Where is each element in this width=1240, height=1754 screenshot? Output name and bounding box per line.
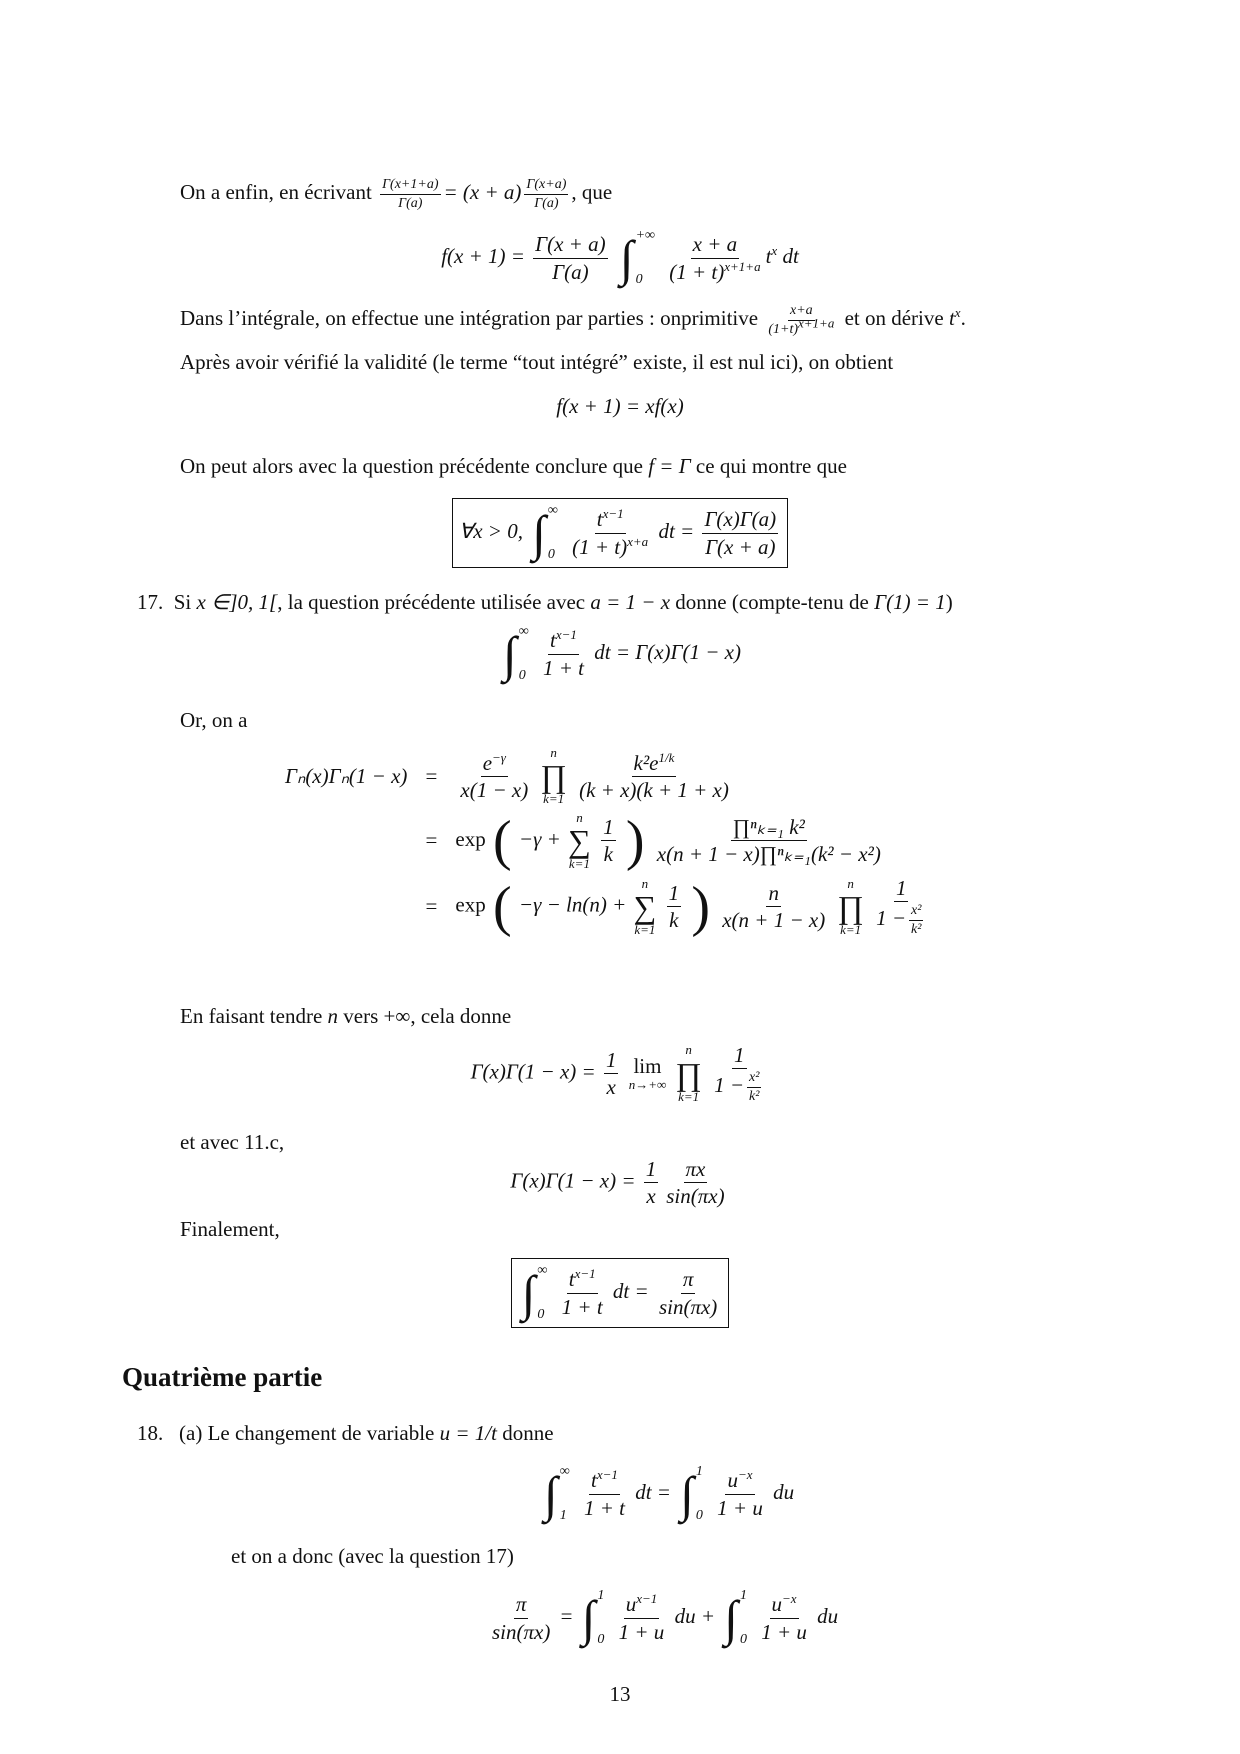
fraction [766,302,836,338]
exponent: x−1 [596,1467,618,1483]
product [837,877,863,938]
upper-limit: ∞ [518,624,529,639]
fraction [759,1591,809,1645]
denominator: x(n + 1 − x) [722,908,826,933]
lower-limit: 0 [537,1307,545,1322]
fraction [617,1591,667,1645]
subquestion-label: (a) [179,1421,203,1445]
base: k²e [633,750,659,775]
sum-sign: ∑ [633,888,657,925]
equation-substitution [540,1464,794,1524]
equation-17 [0,624,1240,684]
lower: k=1 [634,921,656,937]
numerator: 1 [644,1156,659,1183]
lower-limit: 1 [559,1508,567,1523]
math: u = 1/t [439,1421,497,1445]
term: 1 − [714,1073,744,1098]
upper-limit: 1 [597,1588,605,1603]
du: du [773,1479,795,1504]
lower: k=1 [840,921,862,937]
lower: k=1 [543,791,565,807]
denominator: x [606,1075,616,1100]
rhs: dt = Γ(x)Γ(1 − x) [594,639,741,664]
row2-rhs [455,811,931,872]
equation-split [487,1588,838,1648]
numerator: 1 [601,814,616,841]
paragraph-validity: Après avoir vérifié la validité (le terme “tout intégré” existe, il est nul ici), on obtient [180,350,894,374]
upper-limit: 1 [695,1464,703,1479]
text: Dans l’intégrale, on effectue une intégration par parties : onprimitive [180,305,759,330]
right-paren: ) [625,809,645,872]
integral-sign: ∫ [619,230,634,286]
numerator [548,627,579,654]
denominator: Γ(a) [398,195,423,211]
numerator [770,1591,799,1618]
denominator: k [669,908,679,933]
product-sign: ∏ [675,1055,702,1092]
integral [582,1588,605,1648]
numerator [567,1266,598,1293]
equation-functional: f(x + 1) = xf(x) [556,394,684,418]
upper-limit: ∞ [537,1263,548,1278]
term: 1 − [876,906,906,931]
boxed-result-2 [0,1258,1240,1328]
equals: = [425,894,438,919]
sum [568,811,591,872]
paragraph-11c: et avec 11.c, [180,1130,285,1154]
exponent: −x [782,1591,797,1607]
question-17 [137,590,953,615]
text: donne [502,1421,554,1445]
lower-limit: 0 [635,272,643,287]
fraction [644,1156,659,1210]
denominator: (k + x)(k + 1 + x) [579,777,729,802]
text: vers [343,1004,379,1028]
integral-sign: ∫ [680,1466,694,1522]
upper-limit: ∞ [547,503,558,518]
fraction [909,902,923,938]
text: ) [945,590,953,614]
denominator [667,259,762,285]
fraction [874,875,928,938]
fraction [667,231,762,285]
fraction [582,1467,627,1521]
base: u [771,1592,782,1617]
fraction [541,627,586,681]
numerator [725,1467,754,1494]
fraction [747,1069,761,1105]
integral-sign: ∫ [521,1265,536,1321]
lower: k=1 [568,855,590,871]
fraction [667,880,682,934]
lower-limit: 0 [547,547,555,562]
equals: = [425,828,438,853]
denominator: x(n + 1 − x)∏ⁿₖ₌₁(k² − x²) [656,842,881,867]
paragraph-intro [180,176,612,212]
text: , la question précédente utilisée avec [277,590,586,614]
denominator: 1 + u [761,1619,807,1644]
numerator: Γ(x)Γ(a) [702,506,778,533]
paragraph-finally: Finalement, [180,1217,280,1241]
lhs: f(x + 1) = [441,243,525,268]
integral-sign: ∫ [581,1590,596,1646]
lower-limit: 0 [739,1632,747,1647]
denominator: Γ(a) [534,195,559,211]
limit [629,1055,667,1092]
integral-sign: ∫ [544,1466,558,1522]
paragraph-limit [180,1004,511,1029]
text: . [960,305,966,330]
numerator: Γ(x + a) [533,231,607,258]
integral [544,1464,570,1524]
base: (1 + t) [572,534,628,559]
product-sign: ∏ [540,758,567,795]
numerator: x + a [691,231,740,258]
section-heading [122,1362,322,1393]
base: t [550,628,556,653]
fraction [380,176,440,212]
exponent: −x [737,1467,753,1483]
numerator: x+a [788,302,815,321]
lhs: Γₙ(x)Γₙ(1 − x) [285,763,408,788]
denominator [874,902,928,938]
question-number: 18. [137,1421,164,1445]
row1-rhs [455,746,931,807]
product [540,746,566,807]
denominator: Γ(x + a) [705,534,776,559]
exp: exp [455,892,486,917]
product [675,1043,701,1104]
base: t [568,1267,575,1292]
fraction [702,506,778,560]
term: −γ + [518,826,561,851]
lower-limit: 0 [597,1632,605,1647]
upper: n [550,745,557,760]
text: et on dérive [844,305,944,330]
integral [724,1588,747,1648]
fraction [604,1047,619,1101]
math: = (x + a) [443,179,522,204]
du: du [817,1603,839,1628]
upper: n [641,875,649,891]
denominator: 1 + t [542,655,584,680]
exponent: x+1+a [798,314,835,330]
fraction [655,814,883,868]
math: +∞ [383,1004,411,1028]
box [511,1258,730,1328]
t: t [765,243,772,268]
integral [503,624,529,684]
right-paren: ) [691,875,710,938]
denominator: x(1 − x) [460,777,529,802]
numerator [624,1591,660,1618]
dt-equals: dt = [635,1479,671,1504]
base: (1 + t) [669,259,725,284]
denominator: 1 + t [561,1294,603,1319]
lower-limit: 0 [695,1508,703,1523]
numerator: ∏ⁿₖ₌₁ k² [731,814,807,841]
text: Le changement de variable [207,1421,435,1445]
text: , cela donne [410,1004,512,1028]
text: Si [173,590,192,614]
denominator [712,1069,766,1105]
math: a = 1 − x [590,590,671,614]
upper-limit: 1 [739,1588,747,1603]
integral [620,228,655,288]
fraction [560,1266,605,1320]
fraction [715,1467,765,1521]
integral [532,503,558,563]
exponent: x+1+a [724,258,761,274]
fraction [720,880,827,934]
denominator: 1 + u [717,1495,763,1520]
text: , que [571,179,613,204]
fraction [524,176,568,212]
lim: lim [633,1053,662,1078]
denominator: Γ(a) [552,259,589,284]
exp: exp [455,826,486,851]
base: e [482,750,493,775]
fraction [712,1042,766,1105]
math: Γ(1) = 1 [874,590,946,614]
fraction [458,750,530,804]
dt: dt [782,243,799,268]
lower-limit: 0 [518,668,526,683]
boxed-result-1 [0,498,1240,568]
fraction [601,814,616,868]
dt: dt = [612,1278,649,1303]
numerator: 1 [732,1042,747,1069]
base: t [591,1468,597,1493]
numerator: Γ(x+a) [524,176,568,195]
denominator [766,314,836,339]
exponent: x−1 [555,627,577,643]
lhs: Γ(x)Γ(1 − x) = [470,1059,596,1084]
limit-subscript: n→+∞ [628,1077,667,1093]
fraction [657,1266,719,1320]
equation-f-x-plus-1 [0,228,1240,288]
integral-sign: ∫ [724,1590,738,1646]
equation-complements [0,1156,1240,1210]
left-paren: ( [493,875,512,938]
fraction [664,1156,726,1210]
text: On a enfin, en écrivant [180,179,372,204]
denominator [570,534,650,560]
numerator: n [766,880,781,907]
exponent: x+a [627,533,649,549]
math: f = Γ [648,454,691,478]
left-paren: ( [493,809,512,872]
numerator: x² [909,902,923,921]
text: En faisant tendre [180,1004,323,1028]
numerator: 1 [667,880,682,907]
denominator: k [603,842,613,867]
math: x ∈]0, 1[ [196,590,278,614]
du-plus: du + [674,1603,715,1628]
term: −γ − ln(n) + [518,892,627,917]
row3-rhs [455,875,931,938]
numerator: πx [684,1156,708,1183]
denominator: k² [749,1088,760,1104]
section-title: Quatrième partie [122,1362,323,1392]
integral-sign: ∫ [503,626,517,682]
numerator: 1 [894,875,909,902]
equation-array [285,746,931,938]
fraction [577,750,731,804]
base: u [727,1468,738,1493]
sum-sign: ∑ [568,822,591,859]
fraction [490,1591,552,1645]
numerator [595,506,626,533]
integral [680,1464,703,1524]
numerator: π [681,1266,696,1293]
math: t [948,305,955,330]
integral-sign: ∫ [532,505,546,561]
lower: k=1 [678,1088,700,1104]
upper-limit: +∞ [635,228,655,243]
base: t [596,507,603,532]
fraction [533,231,607,285]
denominator: k² [910,921,922,937]
numerator: π [514,1591,529,1618]
equals: = [425,763,438,788]
numerator: x² [747,1069,761,1088]
exponent: x [954,304,961,320]
paragraph-conclude [180,454,847,479]
product-sign: ∏ [837,888,864,925]
question-18a [137,1421,554,1446]
numerator: Γ(x+1+a) [380,176,440,195]
upper: n [685,1042,692,1058]
exponent: x−1 [602,506,624,522]
base: u [625,1592,637,1617]
dt: dt = [658,518,695,543]
denominator: 1 + t [583,1495,625,1520]
paragraph-hence: et on a donc (avec la question 17) [231,1544,514,1568]
quantifier: ∀x > 0, [458,518,523,543]
sum [634,877,657,938]
paragraph-or: Or, on a [180,708,248,732]
exponent: x−1 [636,1591,658,1607]
numerator [632,750,677,777]
text: donne (compte-tenu de [675,590,869,614]
fraction [570,506,650,560]
lhs: Γ(x)Γ(1 − x) = [510,1168,636,1193]
denominator: sin(πx) [658,1294,718,1319]
upper: n [576,809,583,825]
text: On peut alors avec la question précédente conclure que [180,454,643,478]
question-number: 17. [137,590,164,614]
numerator [481,750,508,777]
denominator: sin(πx) [492,1619,551,1644]
equals: = [560,1603,573,1628]
box [452,498,788,568]
exponent: 1/k [658,749,675,765]
upper: n [847,875,854,891]
math: n [327,1004,339,1028]
denominator: 1 + u [618,1619,665,1644]
equation-limit [0,1042,1240,1105]
numerator: 1 [604,1047,619,1074]
exponent: x−1 [574,1266,596,1282]
denominator: sin(πx) [666,1184,725,1209]
upper-limit: ∞ [559,1464,570,1479]
text: ce qui montre que [695,454,847,478]
paragraph-ipp [180,302,966,338]
numerator [589,1467,620,1494]
exponent: x [771,242,778,258]
exponent: −γ [492,749,506,765]
denominator: x [646,1184,656,1209]
base: (1+t) [768,321,798,337]
page-number: 13 [609,1682,631,1706]
integral [522,1263,548,1323]
